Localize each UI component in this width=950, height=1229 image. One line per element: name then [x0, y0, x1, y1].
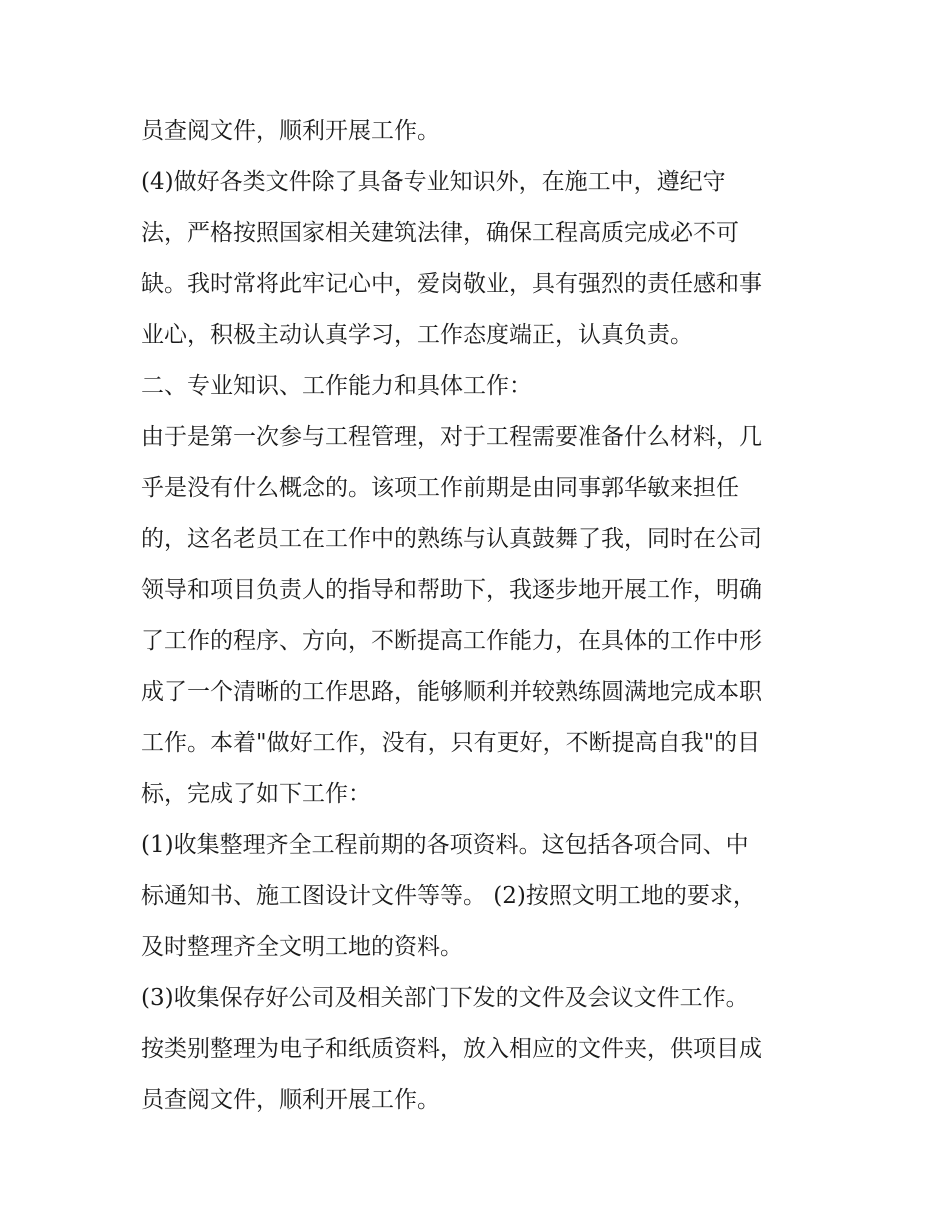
- text-line: (3)收集保存好公司及相关部门下发的文件及会议文件工作。: [141, 985, 749, 1011]
- document-body: [141, 106, 821, 1126]
- text-line: 缺。我时常将此牢记心中，爱岗敬业，具有强烈的责任感和事: [141, 271, 762, 297]
- text-line: 员查阅文件，顺利开展工作。: [141, 1087, 440, 1113]
- text-line: 工作。本着"做好工作，没有，只有更好，不断提高自我"的目: [141, 730, 761, 756]
- text-line: 按类别整理为电子和纸质资料，放入相应的文件夹，供项目成: [141, 1036, 762, 1062]
- text-line: 的，这名老员工在工作中的熟练与认真鼓舞了我，同时在公司: [141, 526, 762, 552]
- text-line: 业心，积极主动认真学习，工作态度端正，认真负责。: [141, 322, 693, 348]
- text-line: 成了一个清晰的工作思路，能够顺利并较熟练圆满地完成本职: [141, 679, 762, 705]
- text-line: (1)收集整理齐全工程前期的各项资料。这包括各项合同、中: [141, 832, 749, 858]
- section-heading: 二、专业知识、工作能力和具体工作：: [141, 373, 532, 399]
- text-line: 乎是没有什么概念的。该项工作前期是由同事郭华敏来担任: [141, 475, 739, 501]
- text-line: 标通知书、施工图设计文件等等。 (2)按照文明工地的要求，: [141, 883, 756, 909]
- text-line: 法，严格按照国家相关建筑法律，确保工程高质完成必不可: [141, 220, 739, 246]
- text-line: (4)做好各类文件除了具备专业知识外，在施工中，遵纪守: [141, 169, 726, 195]
- text-line: 及时整理齐全文明工地的资料。: [141, 934, 463, 960]
- text-line: 标，完成了如下工作：: [141, 781, 371, 807]
- text-line: 员查阅文件，顺利开展工作。: [141, 118, 440, 144]
- text-line: 了工作的程序、方向，不断提高工作能力，在具体的工作中形: [141, 628, 762, 654]
- text-line: 领导和项目负责人的指导和帮助下，我逐步地开展工作，明确: [141, 577, 762, 603]
- text-line: 由于是第一次参与工程管理，对于工程需要准备什么材料，几: [141, 424, 762, 450]
